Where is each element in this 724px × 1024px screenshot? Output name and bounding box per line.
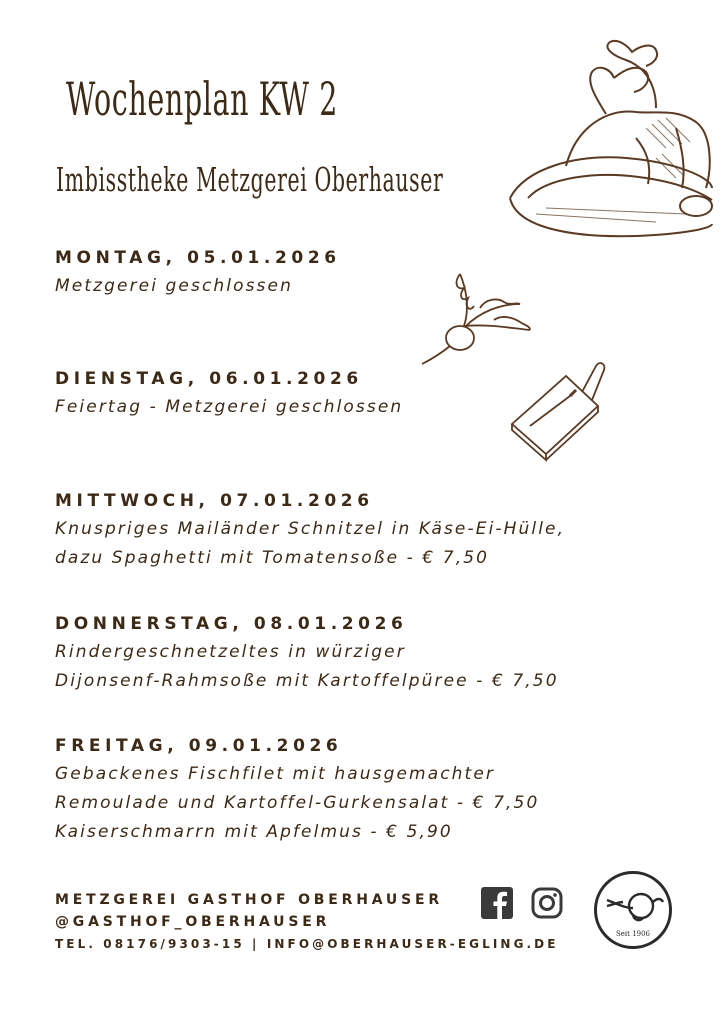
menu-line: Dijonsenf-Rahmsoße mit Kartoffelpüree - € 7,50: [55, 671, 559, 691]
day-friday: [55, 736, 539, 847]
contact-info: TEL. 08176/9303-15 | INFO@OBERHAUSER-EGLING.DE: [55, 937, 559, 951]
menu-line: Kaiserschmarrn mit Apfelmus - € 5,90: [55, 822, 453, 842]
day-wednesday: [55, 491, 565, 573]
day-tuesday: [55, 369, 403, 422]
menu-line: Gebackenes Fischfilet mit hausgemachter: [55, 764, 495, 784]
menu-line: dazu Spaghetti mit Tomatensoße - € 7,50: [55, 548, 490, 568]
roast-chicken-illustration: [506, 38, 718, 248]
post-horn-icon: [603, 886, 665, 926]
menu-line: Feiertag - Metzgerei geschlossen: [55, 397, 404, 417]
day-heading: FREITAG, 09.01.2026: [55, 736, 343, 756]
day-heading: MONTAG, 05.01.2026: [55, 248, 341, 268]
day-heading: DONNERSTAG, 08.01.2026: [55, 614, 408, 634]
day-heading: DIENSTAG, 06.01.2026: [55, 369, 363, 389]
menu-line: Knuspriges Mailänder Schnitzel in Käse-Ei-Hülle,: [55, 519, 566, 539]
page-subtitle: Imbisstheke Metzgerei Oberhauser: [56, 160, 444, 199]
menu-line: Metzgerei geschlossen: [55, 276, 293, 296]
day-heading: MITTWOCH, 07.01.2026: [55, 491, 374, 511]
day-monday: [55, 248, 341, 301]
facebook-icon[interactable]: [481, 887, 513, 919]
instagram-icon[interactable]: [531, 887, 563, 919]
radish-illustration: [420, 268, 536, 368]
page-title: Wochenplan KW 2: [66, 72, 339, 126]
social-handle: @GASTHOF_OBERHAUSER: [55, 914, 331, 930]
menu-line: Rindergeschnetzeltes in würziger: [55, 642, 406, 662]
seal-text: Seit 1906: [615, 930, 651, 938]
day-thursday: [55, 614, 559, 696]
post-horn-logo: [594, 871, 672, 949]
cutting-board-illustration: [506, 354, 610, 462]
business-name: METZGEREI GASTHOF OBERHAUSER: [55, 892, 443, 908]
menu-line: Remoulade und Kartoffel-Gurkensalat - € 7,50: [55, 793, 540, 813]
